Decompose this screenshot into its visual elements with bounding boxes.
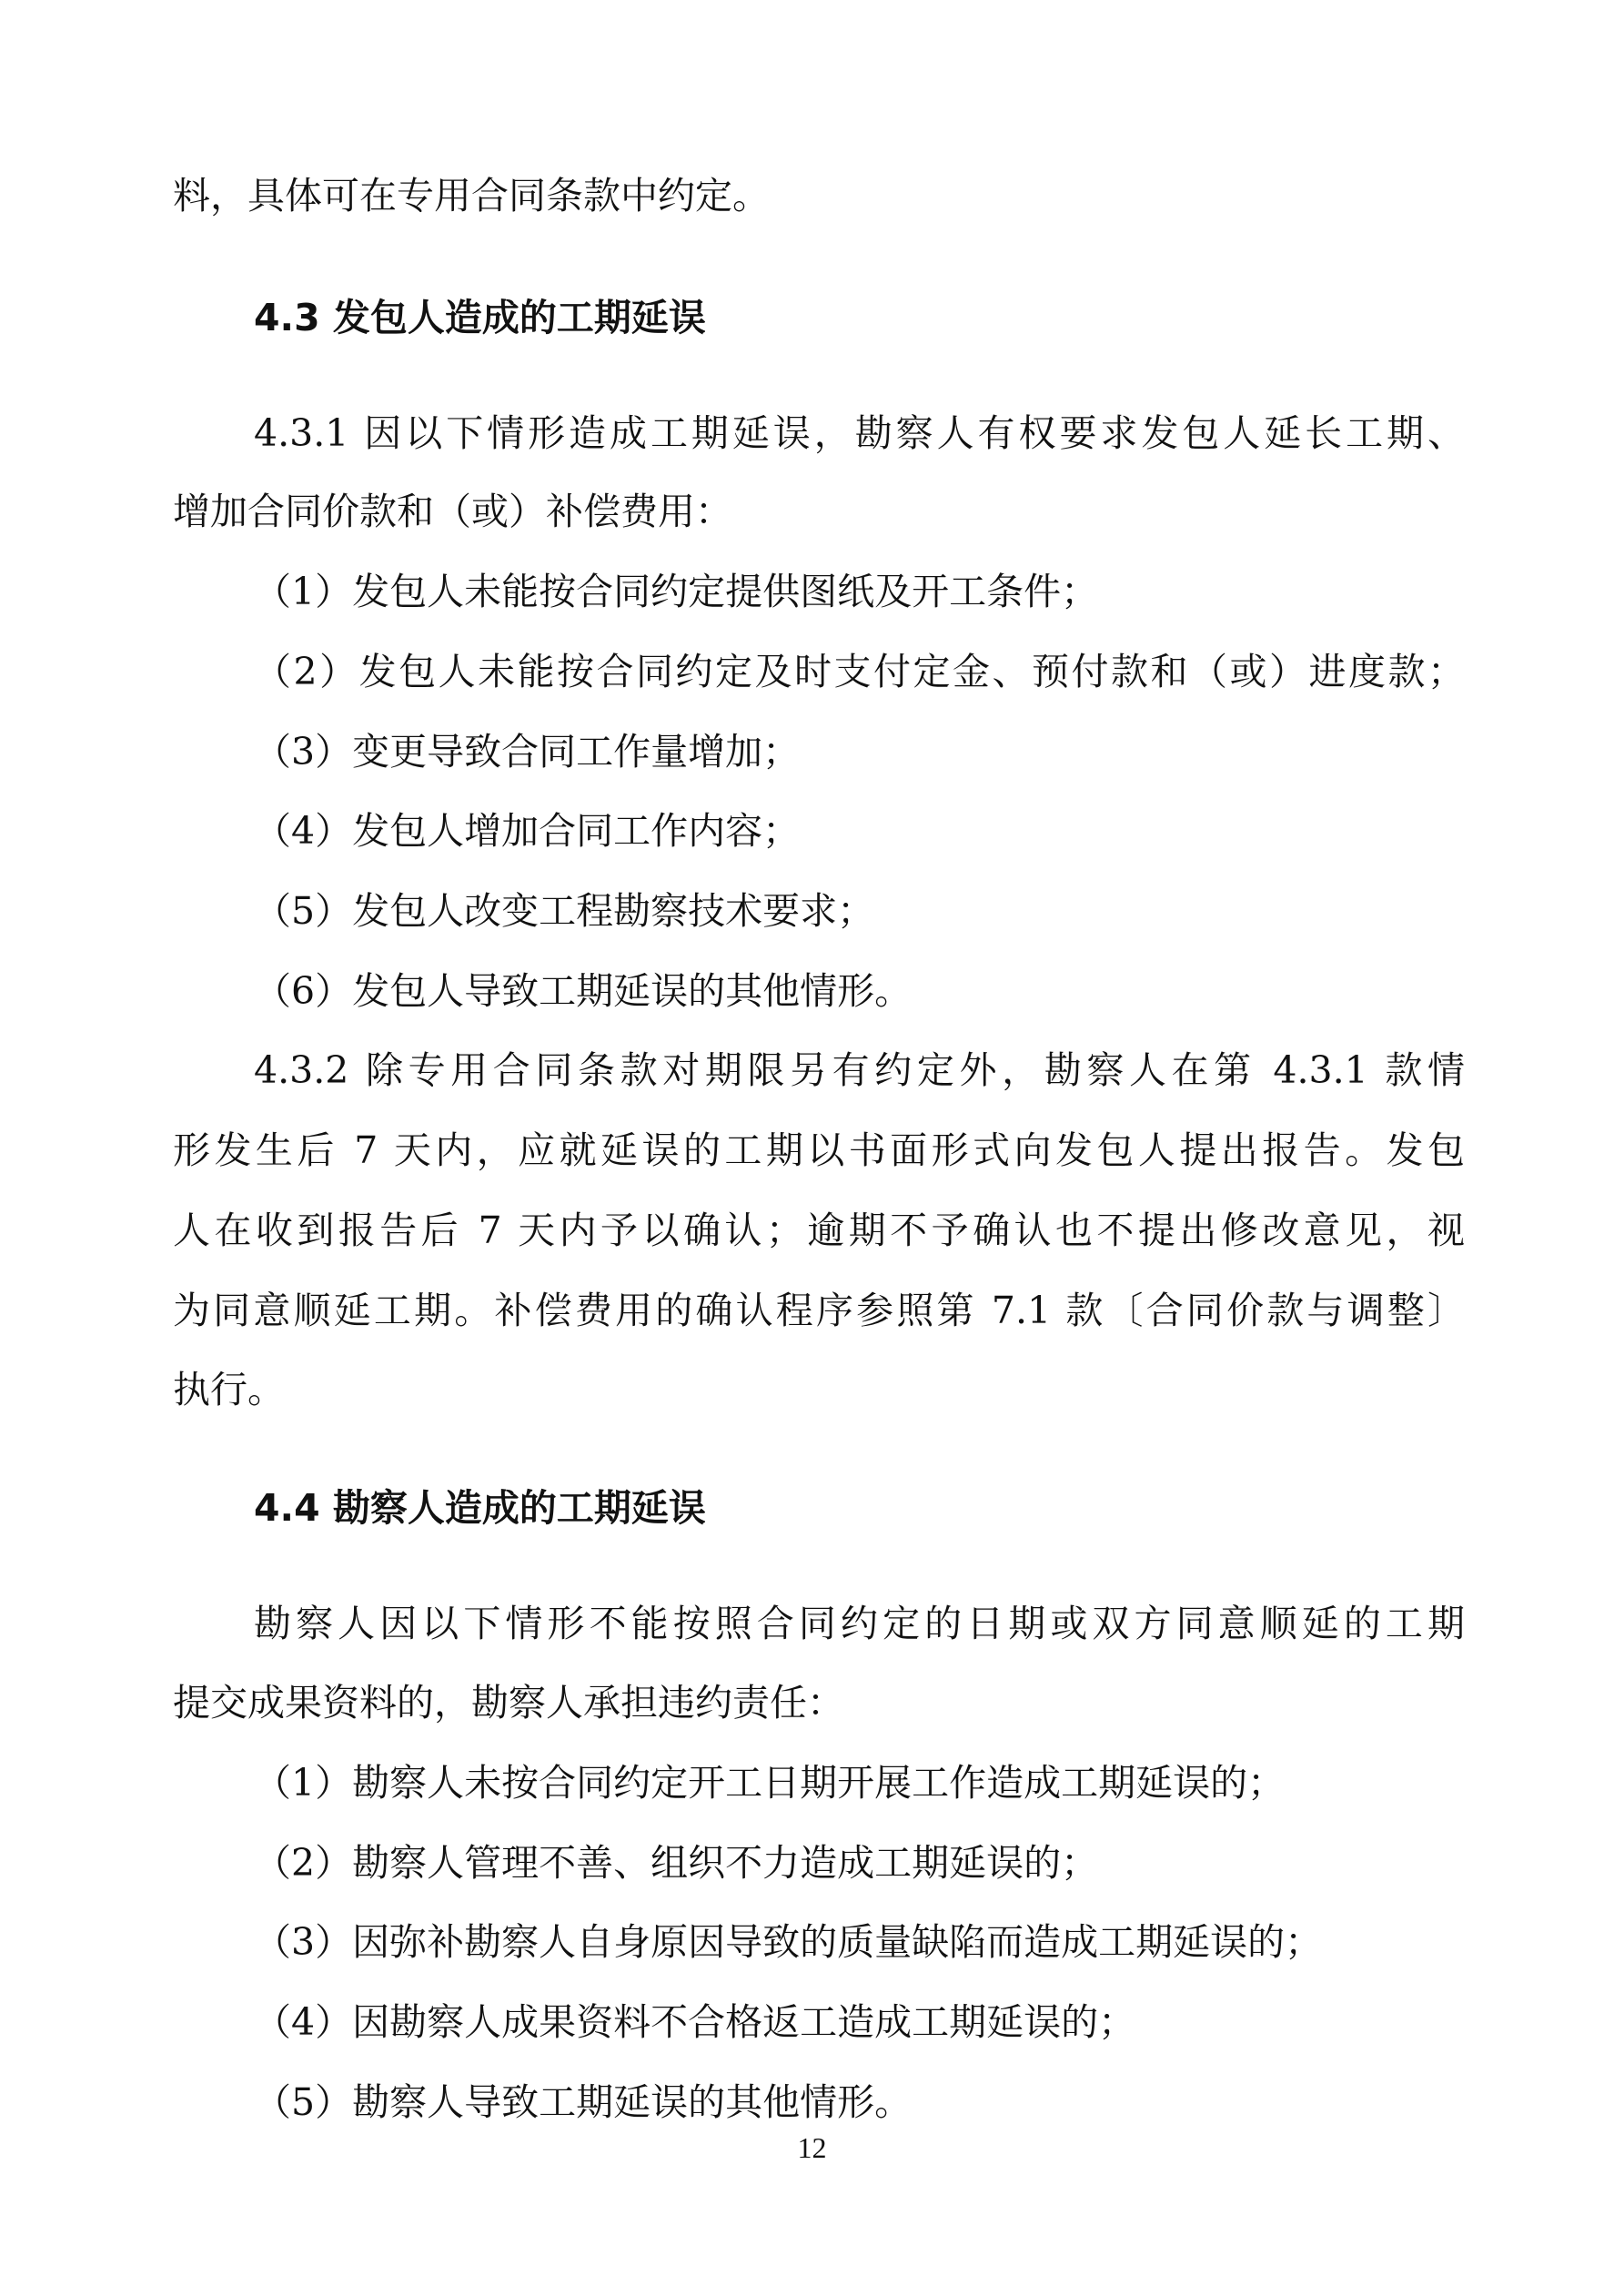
section-heading-4-3: 4.3 发包人造成的工期延误 <box>254 296 706 339</box>
clause-4-4-line-1: 勘察人因以下情形不能按照合同约定的日期或双方同意顺延的工期 <box>254 1602 1465 1645</box>
clause-4-3-2-line-5: 执行。 <box>173 1368 285 1411</box>
clause-4-4-line-2: 提交成果资料的，勘察人承担违约责任： <box>173 1681 844 1725</box>
list-item: （4）因勘察人成果资料不合格返工造成工期延误的； <box>254 2000 1136 2044</box>
clause-4-3-2-line-4: 为同意顺延工期。补偿费用的确认程序参照第 7.1 款〔合同价款与调整〕 <box>173 1289 1465 1332</box>
clause-4-3-2-line-3: 人在收到报告后 7 天内予以确认；逾期不予确认也不提出修改意见，视 <box>173 1209 1465 1252</box>
clause-4-3-2-line-1: 4.3.2 除专用合同条款对期限另有约定外，勘察人在第 4.3.1 款情 <box>254 1048 1465 1092</box>
clause-4-3-2-line-2: 形发生后 7 天内，应就延误的工期以书面形式向发包人提出报告。发包 <box>173 1128 1465 1172</box>
list-item: （1）发包人未能按合同约定提供图纸及开工条件； <box>254 570 1099 613</box>
list-item: （2）勘察人管理不善、组织不力造成工期延误的； <box>254 1841 1099 1885</box>
paragraph-continuation: 料，具体可在专用合同条款中约定。 <box>173 174 770 217</box>
list-item: （4）发包人增加合同工作内容； <box>254 809 801 853</box>
clause-4-3-1-line-2: 增加合同价款和（或）补偿费用： <box>173 490 732 533</box>
list-item: （3）变更导致合同工作量增加； <box>254 730 801 774</box>
list-item: （2）发包人未能按合同约定及时支付定金、预付款和（或）进度款； <box>254 650 1465 693</box>
page-number: 12 <box>797 2131 827 2164</box>
clause-4-3-1-line-1: 4.3.1 因以下情形造成工期延误，勘察人有权要求发包人延长工期、 <box>254 411 1465 455</box>
list-item: （5）勘察人导致工期延误的其他情形。 <box>254 2080 913 2124</box>
list-item: （1）勘察人未按合同约定开工日期开展工作造成工期延误的； <box>254 1761 1286 1805</box>
list-item: （3）因弥补勘察人自身原因导致的质量缺陷而造成工期延误的； <box>254 1920 1323 1964</box>
section-heading-4-4: 4.4 勘察人造成的工期延误 <box>254 1486 706 1530</box>
list-item: （5）发包人改变工程勘察技术要求； <box>254 889 875 933</box>
list-item: （6）发包人导致工期延误的其他情形。 <box>254 969 913 1013</box>
